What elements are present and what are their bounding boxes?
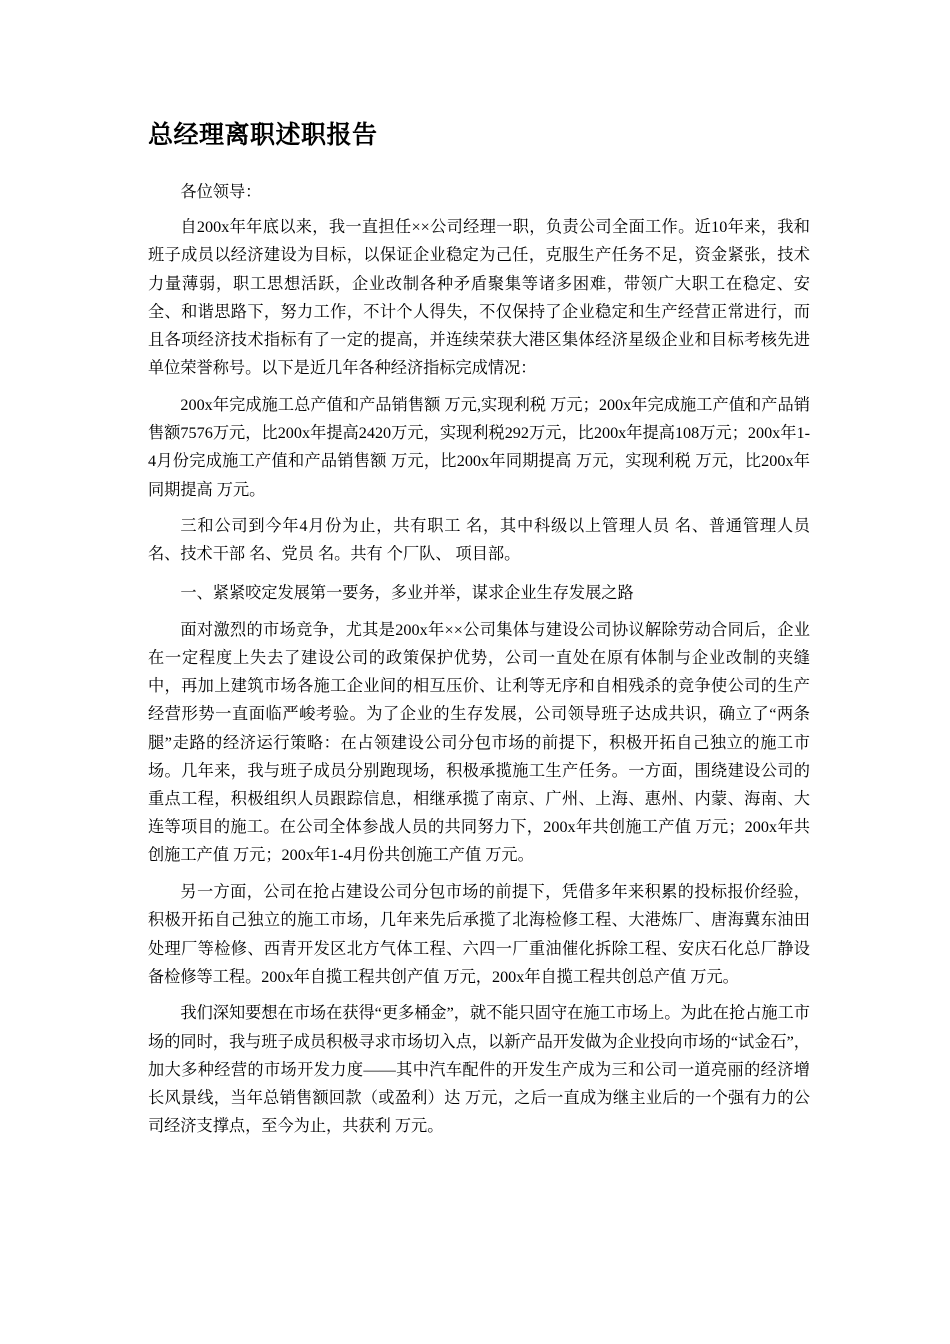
paragraph-market-competition: 面对激烈的市场竞争，尤其是200x年××公司集体与建设公司协议解除劳动合同后，企业在一定程度上失去了建设公司的政策保护优势，公司一直处在原有体制与企业改制的夹缝中，再加上建筑市场各施工企业间的相互压价、让利等无序和自相残杀的竞争使公司的生产经营形势一直面临严峻考验。为了企业的生存发展，公司领导班子达成共识，确立了“两条腿”走路的经济运行策略：在占领建设公司分包市场的前提下，积极开拓自己独立的施工市场。几年来，我与班子成员分别跑现场，积极承揽施工生产任务。一方面，围绕建设公司的重点工程，积极组织人员跟踪信息，相继承揽了南京、广州、上海、惠州、内蒙、海南、大连等项目的施工。在公司全体参战人员的共同努力下，200x年共创施工产值 万元；200x年共创施工产值 万元；200x年1-4月份共创施工产值 万元。 xyxy=(148,620,810,865)
paragraph-introduction: 自200x年年底以来，我一直担任××公司经理一职，负责公司全面工作。近10年来，我和班子成员以经济建设为目标，以保证企业稳定为己任，克服生产任务不足，资金紧张，技术力量薄弱，职工思想活跃，企业改制各种矛盾聚集等诸多困难，带领广大职工在稳定、安全、和谐思路下，努力工作，不计个人得失，不仅保持了企业稳定和生产经营正常进行，而且各项经济技术指标有了一定的提高，并连续荣获大港区集体经济星级企业和目标考核先进单位荣誉称号。以下是近几年各种经济指标完成情况： xyxy=(148,218,810,378)
paragraph-section-one-heading: 一、紧紧咬定发展第一要务，多业并举，谋求企业生存发展之路 xyxy=(180,583,634,602)
paragraph-economic-indicators: 200x年完成施工总产值和产品销售额 万元,实现利税 万元；200x年完成施工产值和产品销售额7576万元，比200x年提高2420万元，实现利税292万元，比200x年提高108万元；200x年1-4月份完成施工产值和产品销售额 万元，比200x年同期提高 万元，实现利税 万元，比200x年同期提高 万元。 xyxy=(148,395,810,499)
document-body xyxy=(148,118,815,1149)
paragraph-independent-market: 另一方面，公司在抢占建设公司分包市场的前提下，凭借多年来积累的投标报价经验，积极开拓自己独立的施工市场，几年来先后承揽了北海检修工程、大港炼厂、唐海冀东油田处理厂等检修、西青开发区北方气体工程、六四一厂重油催化拆除工程、安庆石化总厂静设备检修等工程。200x年自揽工程共创产值 万元，200x年自揽工程共创总产值 万元。 xyxy=(148,883,810,986)
paragraph-staffing: 三和公司到今年4月份为止，共有职工 名，其中科级以上管理人员 名、普通管理人员 名、技术干部 名、党员 名。共有 个厂队、 项目部。 xyxy=(148,517,815,564)
paragraph-salutation: 各位领导： xyxy=(180,183,262,201)
paragraph-diversification: 我们深知要想在市场在获得“更多桶金”，就不能只固守在施工市场上。为此在抢占施工市场的同时，我与班子成员积极寻求市场切入点，以新产品开发做为企业投向市场的“试金石”，加大多种经营的市场开发力度——其中汽车配件的开发生产成为三和公司一道亮丽的经济增长风景线，当年总销售额回款（或盈利）达 万元，之后一直成为继主业后的一个强有力的公司经济支撑点，至今为止，共获利 万元。 xyxy=(148,1004,810,1136)
page-title: 总经理离职述职报告 xyxy=(148,121,378,149)
